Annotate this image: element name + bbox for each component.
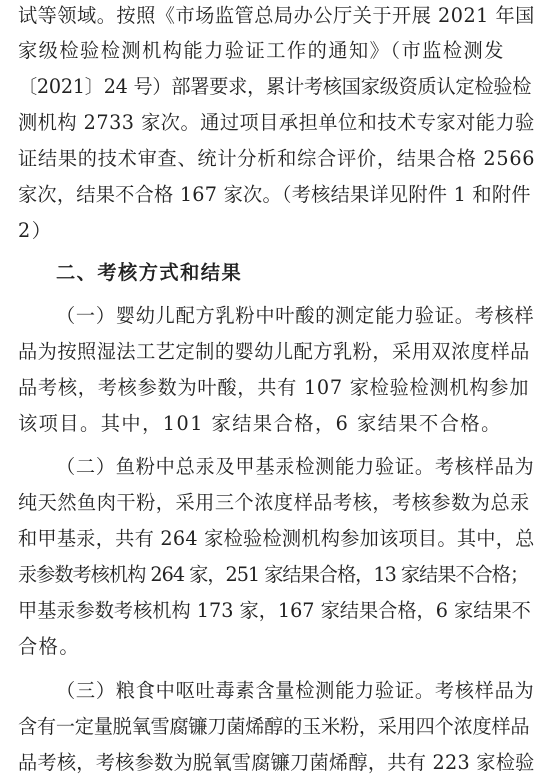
- item-3-text: 考核样品为: [434, 679, 535, 702]
- item-3-first-line: [56, 681, 535, 700]
- item-1-first-line: [56, 306, 535, 325]
- paragraph-line: 品考核，考核参数为叶酸，共有 107 家检验检测机构参加: [18, 376, 530, 399]
- paragraph-line: 品为按照湿法工艺定制的婴幼儿配方乳粉，采用双浓度样品: [18, 340, 530, 363]
- item-3-title: （三）粮食中呕吐毒素含量检测能力验证。: [56, 679, 435, 702]
- paragraph-line: 该项目。其中，101 家结果合格，6 家结果不合格。: [18, 412, 502, 435]
- section-heading: 二、考核方式和结果: [56, 261, 243, 284]
- paragraph-line: 和甲基汞，共有 264 家检验检测机构参加该项目。其中，总: [18, 527, 535, 550]
- paragraph-line: 家级检验检测机构能力验证工作的通知》（市监检测发: [18, 39, 505, 62]
- paragraph-line: 品考核，考核参数为脱氧雪腐镰刀菌烯醇，共有 223 家检验: [18, 751, 535, 774]
- item-1-title: （一）婴幼儿配方乳粉中叶酸的测定能力验证。: [56, 304, 475, 327]
- item-2-title: （二）鱼粉中总汞及甲基汞检测能力验证。: [56, 455, 435, 478]
- paragraph-line: 含有一定量脱氧雪腐镰刀菌烯醇的玉米粉，采用四个浓度样品: [18, 715, 530, 738]
- paragraph-line: 汞参数考核机构 264 家，251 家结果合格，13 家结果不合格；: [18, 563, 529, 586]
- item-2-text: 考核样品为: [434, 455, 535, 478]
- paragraph-line: 2）: [18, 219, 53, 242]
- paragraph-line: 证结果的技术审查、统计分析和综合评价，结果合格 2566: [18, 147, 536, 170]
- paragraph-line: 纯天然鱼肉干粉，采用三个浓度样品考核，考核参数为总汞: [18, 491, 530, 514]
- paragraph-line: 甲基汞参数考核机构 173 家，167 家结果合格，6 家结果不: [18, 599, 531, 622]
- paragraph-line: 合格。: [18, 635, 81, 658]
- paragraph-line: 试等领域。按照《市场监管总局办公厅关于开展 2021 年国: [18, 4, 535, 27]
- paragraph-line: 〔2021〕24 号）部署要求，累计考核国家级资质认定检验检: [18, 75, 532, 98]
- paragraph-line: 测机构 2733 家次。通过项目承担单位和技术专家对能力验: [18, 111, 535, 134]
- item-1-text: 考核样: [474, 304, 535, 327]
- paragraph-line: 家次，结果不合格 167 家次。（考核结果详见附件 1 和附件: [18, 183, 531, 206]
- item-2-first-line: [56, 457, 535, 476]
